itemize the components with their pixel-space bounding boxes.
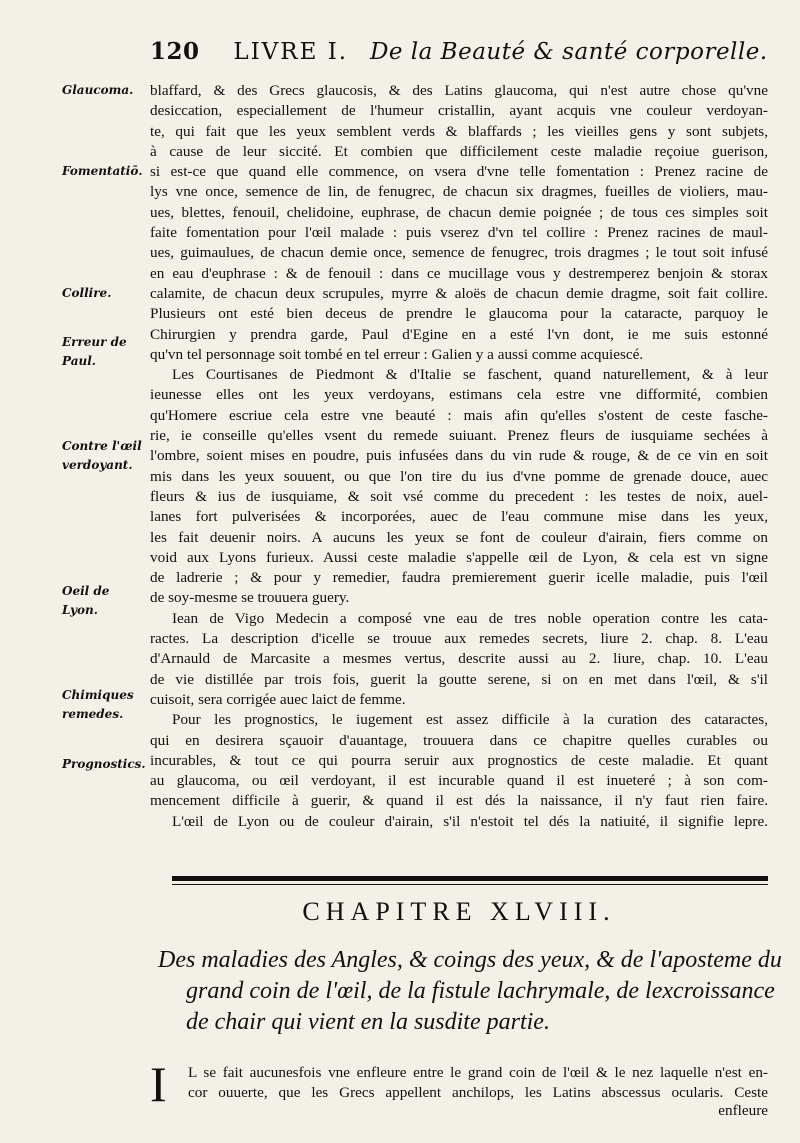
text-line: blaffard, & des Grecs glaucosis, & des Latins glaucoma, qui n'est autre chose qu'vne <box>150 82 768 99</box>
text-line: qui en desirera sçauoir d'auantage, trouuera dans ce chapitre quelles curables ou <box>150 731 768 749</box>
text-line: ues, blettes, fenouil, chelidoine, euphrase, de chacun demie poignée ; de tous ces simples soit <box>150 203 768 221</box>
text-line: ues, guimaulues, de chacun demie once, semence de fenugrec, trois dragmes ; le tout soit infusé <box>150 244 768 262</box>
text-line: L se fait aucunesfois vne enfleure entre le grand coin de l'œil & le nez laquelle n'est en- <box>188 1064 768 1081</box>
text-line: qu'Homere escriue cela estre vne beauté : mais afin qu'elles s'ostent de ceste fasche- <box>150 406 768 424</box>
text-line: d'Arnauld de Marcasite a mesmes vertus, descrite aussi au 2. liure, chap. 10. L'eau <box>150 650 768 668</box>
text-line: L'œil de Lyon ou de couleur d'airain, s'il n'estoit tel dés la natiuité, il signifie lepre. <box>172 812 768 830</box>
chapter-title-line: Des maladies des Angles, & coings des yeux, & de l'aposteme du <box>158 947 782 973</box>
text-line: Les Courtisanes de Piedmont & d'Italie se faschent, quand naturellement, & à leur <box>172 366 768 384</box>
text-line: de vie distillée par trois fois, guerit la goutte serene, si on en met dans l'œil, & s'il <box>150 670 768 688</box>
text-line: cor ouuerte, que les Grecs appellent anchilops, les Latins abscessus ocularis. Ceste <box>188 1084 768 1102</box>
text-line: au glaucoma, ou œil verdoyant, il est incurable quand il est inueteré ; à son com- <box>150 772 768 790</box>
running-title: De la Beauté & santé corporelle. <box>369 39 768 65</box>
chapter-heading: CHAPITRE XLVIII. <box>302 897 616 926</box>
running-header <box>150 38 770 65</box>
text-line: de ladrerie ; & pour y remedier, faudra premierement guerir icelle maladie, puis l'œil <box>150 569 768 587</box>
margin-note-glaucoma: Glaucoma. <box>62 83 134 97</box>
margin-note-erreur-de-paul: Erreur de Paul. <box>62 335 127 368</box>
text-line: de soy-mesme se trouuera guery. <box>150 589 350 607</box>
chapter-title-line: grand coin de l'œil, de la fistule lachrymale, de lexcroissance <box>186 978 775 1004</box>
section-rule-thin <box>172 884 768 885</box>
text-line: void aux Lyons furieux. Aussi ceste maladie s'appelle œil de Lyon, & cela est vn signe <box>150 548 768 566</box>
text-line: en eau d'euphrase : & de fenouil : dans ce mucillage vous y destremperez benjoin & storax <box>150 264 768 282</box>
margin-note-chimiques-remedes: Chimiques remedes. <box>62 688 134 721</box>
text-line: qu'vn tel personnage soit tombé en tel erreur : Galien y a aussi comme acquiescé. <box>150 345 644 363</box>
text-line: incurables, & tout ce qui pourra seruir aux prognostics de ceste maladie. Et quant <box>150 751 768 769</box>
catchword: enfleure <box>718 1102 768 1119</box>
text-line: si est-ce que quand elle commence, on vsera d'vne telle fomentation : Prenez racine de <box>150 163 768 181</box>
margin-note-fomentation: Fomentatiō. <box>62 164 143 178</box>
text-line: fleurs & ius de iusquiame, & soit vsé comme du precedent : les testes de noix, auel- <box>150 487 768 505</box>
text-line: mis dans les yeux souuent, ou que l'on tire du ius d'vne pomme de grenade douce, auec <box>150 467 768 485</box>
text-line: les fait deuenir noirs. A aucuns les yeux se font de couleur d'airain, fiers comme on <box>150 528 768 546</box>
drop-capital: I <box>150 1056 167 1112</box>
text-line: faite fomentation pour l'œil malade : puis vserez d'vn tel collire : Prenez racines de maul- <box>150 224 768 242</box>
body-text <box>150 81 768 832</box>
text-line: rie, ie conseille qu'elles vsent du remede suiuant. Prenez fleurs de iusquiame sechées à <box>150 427 768 445</box>
text-line: te, qui fait que les yeux semblent verds & blaffards ; les vieilles gens y sont subjets, <box>150 122 768 140</box>
margin-note-contre-oeil-verdoyant: Contre l'œil verdoyant. <box>62 439 142 472</box>
book-label: LIVRE I. <box>233 39 349 65</box>
section-rule <box>172 876 768 881</box>
text-line: Pour les prognostics, le iugement est assez difficile à la curation des cataractes, <box>172 711 768 729</box>
margin-note-oeil-de-lyon: Oeil de Lyon. <box>62 584 110 617</box>
text-line: à cause de leur siccité. Et combien que difficilement ceste maladie reçoiue guerison, <box>150 142 768 160</box>
text-line: lanes fort pulverisées & incorporées, auec de l'eau commune mise dans les yeux, <box>150 508 768 526</box>
text-line: Chirurgien y prendra garde, Paul d'Egine en a esté l'vn dont, ie me suis estonné <box>150 325 768 343</box>
text-line: ractes. La description d'icelle se trouue aux remedes secrets, liure 2. chap. 8. L'eau <box>150 630 768 648</box>
text-line: calamite, de chacun deux scrupules, myrre & aloës de chacun demie dragme, soit fait collire. <box>150 284 768 302</box>
page-number: 120 <box>150 38 200 65</box>
margin-note-prognostics: Prognostics. <box>62 757 146 771</box>
text-line: desiccation, especiallement de l'humeur cristallin, ayant acquis vne couleur verdoyan- <box>150 102 768 120</box>
text-line: l'ombre, soient mises en poudre, puis infusées dans du vin rude & rouge, & de ce vin en soit <box>150 447 768 465</box>
text-line: Iean de Vigo Medecin a composé vne eau de tres noble operation contre les cata- <box>172 609 768 627</box>
text-line: ieunesse elles ont les yeux verdoyans, estimans cela estre vne difformité, combien <box>150 386 768 404</box>
chapter-title-line: de chair qui vient en la susdite partie. <box>186 1009 550 1035</box>
chapter-intro <box>188 1063 768 1104</box>
text-line: lys vne once, semence de lin, de fenugrec, de chacun six dragmes, fueilles de violiers, mau- <box>150 183 768 201</box>
margin-note-collire: Collire. <box>62 286 112 300</box>
text-line: mencement difficile à guerir, & quand il est dés la naissance, il n'y faut rien faire. <box>150 792 768 810</box>
chapter-title <box>158 945 782 1038</box>
text-line: Plusieurs ont esté bien deceus de prendre le glaucoma pour la cataracte, parquoy le <box>150 305 768 323</box>
text-line: cuisoit, sera corrigée auec laict de femme. <box>150 690 406 708</box>
